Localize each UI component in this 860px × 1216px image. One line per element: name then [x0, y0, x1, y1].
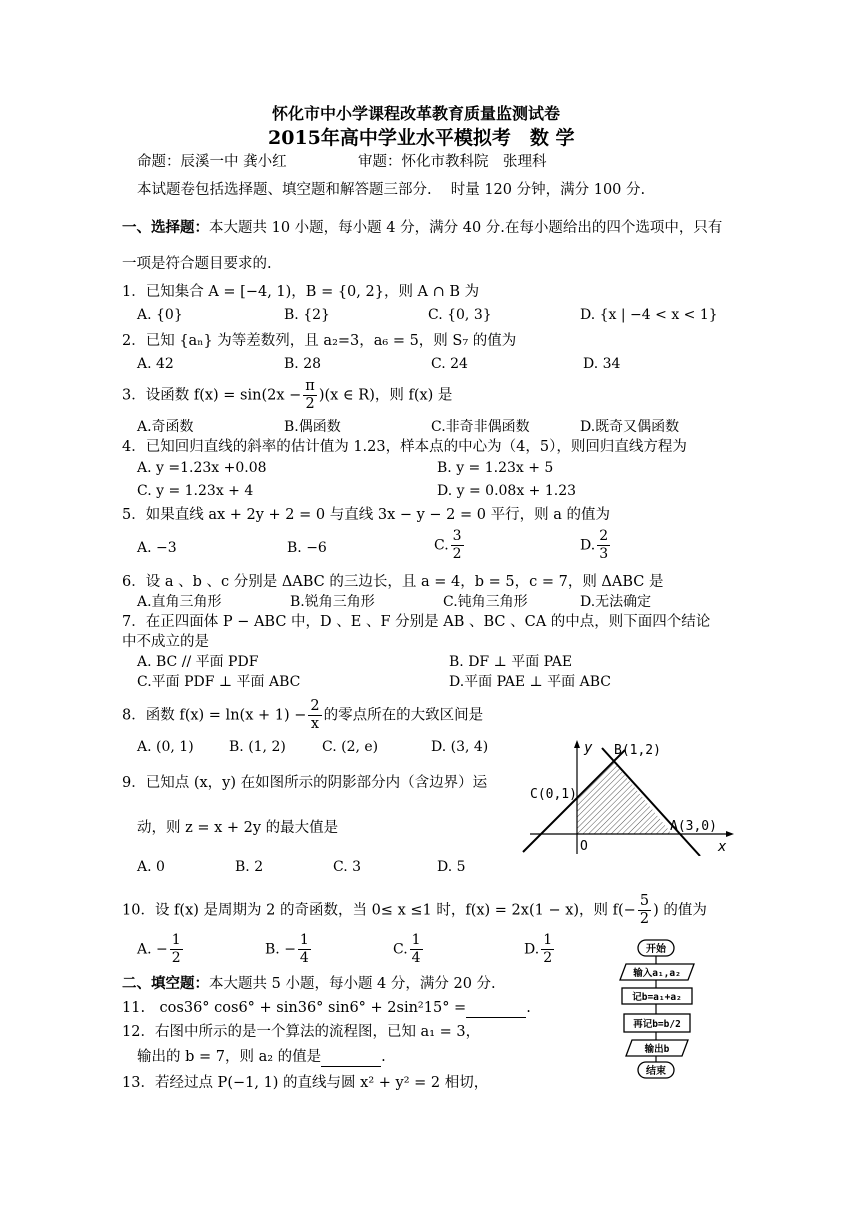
section2-heading: 二、填空题：本大题共 5 小题，每小题 4 分，满分 20 分. — [122, 975, 496, 992]
q8-fraction: $\frac{2}{x}$ — [310, 698, 320, 732]
flow-output-label: 输出b — [644, 1044, 670, 1055]
algorithm-flowchart — [612, 936, 702, 1082]
author-line: 命题：辰溪一中 龚小红 — [137, 154, 287, 170]
q6-option-c: C.钝角三角形 — [443, 594, 528, 610]
q9-option-b: B. 2 — [235, 859, 264, 875]
question-3: 3．设函数 f(x) = sin(2x − $\frac{\pi}{2}$ )(x ∈ R)，则 f(x) 是 — [122, 378, 453, 412]
q3-option-a: A.奇函数 — [137, 419, 194, 435]
q1-option-a: A. {0} — [137, 307, 183, 323]
q7-option-a: A. BC // 平面 PDF — [137, 654, 259, 670]
question-7: 7．在正四面体 P − ABC 中，D 、E 、F 分别是 AB 、BC 、CA 的中点，则下面四个结论 — [122, 614, 711, 630]
label-b: B(1,2) — [614, 743, 661, 758]
flow-start-label: 开始 — [646, 944, 666, 955]
label-y-axis: y — [584, 740, 593, 756]
q8-option-d: D. (3, 4) — [431, 739, 489, 755]
q3-option-d: D.既奇又偶函数 — [580, 419, 680, 435]
question-1: 1．已知集合 A = [−4, 1)，B = {0, 2}，则 A ∩ B 为 — [122, 284, 480, 300]
q4-option-d: D. y = 0.08x + 1.23 — [437, 483, 577, 499]
q11-answer-blank[interactable] — [466, 1003, 526, 1018]
flow-end-label: 结束 — [646, 1066, 666, 1077]
q1-option-c: C. {0, 3} — [428, 307, 492, 323]
label-origin: O — [580, 839, 588, 854]
question-5: 5．如果直线 ax + 2y + 2 = 0 与直线 3x − y − 2 = 0 平行，则 a 的值为 — [122, 507, 610, 523]
section1-desc2: 一项是符合题目要求的. — [122, 256, 272, 272]
q5-option-b: B. −6 — [287, 540, 327, 556]
q8-option-b: B. (1, 2) — [229, 739, 286, 755]
label-a: A(3,0) — [670, 819, 717, 834]
x-axis-arrow — [726, 831, 734, 837]
q4-option-c: C. y = 1.23x + 4 — [137, 483, 254, 499]
question-2: 2．已知 {aₙ} 为等差数列，且 a₂=3，a₆ = 5，则 S₇ 的值为 — [122, 333, 517, 349]
q6-option-b: B.锐角三角形 — [290, 594, 375, 610]
q9-option-d: D. 5 — [437, 859, 466, 875]
q7-option-c: C.平面 PDF ⊥ 平面 ABC — [137, 674, 301, 690]
q7-option-d: D.平面 PAE ⊥ 平面 ABC — [449, 674, 611, 690]
question-4: 4．已知回归直线的斜率的估计值为 1.23，样本点的中心为（4，5），则回归直线方程为 — [122, 439, 687, 455]
question-12-cont: 输出的 b = 7，则 a₂ 的值是 . — [137, 1049, 386, 1065]
q10-option-a: A. − $\frac{1}{2}$ — [137, 932, 181, 966]
question-11: 11. cos36° cos6° + sin36° sin6° + 2sin²15° = . — [122, 1000, 531, 1016]
q1-option-b: B. {2} — [284, 307, 330, 323]
q3-fraction: $\frac{\pi}{2}$ — [305, 378, 315, 412]
q4-option-a: A. y =1.23x +0.08 — [137, 460, 267, 476]
q2-option-b: B. 28 — [284, 356, 322, 372]
q6-option-d: D.无法确定 — [580, 594, 652, 610]
feasible-region-graph — [520, 738, 740, 856]
q3-option-b: B.偶函数 — [284, 419, 341, 435]
question-10: 10．设 f(x) 是周期为 2 的奇函数，当 0≤ x ≤1 时，f(x) = 2x(1 − x)，则 f(− $\frac{5}{2}$ ) 的值为 — [122, 893, 707, 927]
q9-option-c: C. 3 — [333, 859, 362, 875]
question-13: 13．若经过点 P(−1, 1) 的直线与圆 x² + y² = 2 相切， — [122, 1075, 489, 1091]
question-7-cont: 中不成立的是 — [122, 634, 209, 650]
q2-option-c: C. 24 — [431, 356, 468, 372]
question-12: 12．右图中所示的是一个算法的流程图，已知 a₁ = 3， — [122, 1024, 481, 1040]
flow-step1-label: 记b=a₁+a₂ — [632, 992, 682, 1003]
q5-option-a: A. −3 — [137, 540, 177, 556]
q2-option-a: A. 42 — [137, 356, 174, 372]
question-9: 9．已知点 (x，y) 在如图所示的阴影部分内（含边界）运 — [122, 775, 488, 791]
q5-option-c: C. $\frac{3}{2}$ — [434, 528, 462, 562]
reviewer-line: 审题：怀化市教科院 张理科 — [358, 154, 547, 170]
q4-option-b: B. y = 1.23x + 5 — [437, 460, 554, 476]
question-8: 8．函数 f(x) = ln(x + 1) − $\frac{2}{x}$ 的零点所在的大致区间是 — [122, 698, 484, 732]
intro-line: 本试题卷包括选择题、填空题和解答题三部分. 时量 120 分钟，满分 100 分. — [137, 182, 646, 198]
q10-option-c: C. $\frac{1}{4}$ — [393, 932, 421, 966]
question-6: 6．设 a 、b 、c 分别是 ΔABC 的三边长，且 a = 4，b = 5，c = 7，则 ΔABC 是 — [122, 574, 664, 590]
q8-option-c: C. (2, e) — [322, 739, 379, 755]
exam-title: 怀化市中小学课程改革教育质量监测试卷 — [272, 104, 561, 123]
label-c: C(0,1) — [530, 787, 577, 802]
label-x-axis: x — [718, 839, 727, 855]
exam-subtitle: 2015年高中学业水平模拟考 数 学 — [268, 127, 575, 149]
flow-input-label: 输入a₁,a₂ — [633, 968, 681, 979]
q2-option-d: D. 34 — [583, 356, 621, 372]
q9-option-a: A. 0 — [137, 859, 165, 875]
q10-option-d: D. $\frac{1}{2}$ — [524, 932, 553, 966]
q5-option-d: D. $\frac{2}{3}$ — [580, 528, 609, 562]
flow-step2-label: 再记b=b/2 — [633, 1019, 681, 1030]
q1-option-d: D. {x | −4 < x < 1} — [580, 307, 718, 323]
section1-heading: 一、选择题：本大题共 10 小题，每小题 4 分，满分 40 分.在每小题给出的四个选项中，只有 — [122, 219, 723, 236]
y-axis-arrow — [574, 740, 580, 748]
q10-fraction: $\frac{5}{2}$ — [639, 893, 650, 927]
q10-option-b: B. − $\frac{1}{4}$ — [265, 932, 309, 966]
q12-answer-blank[interactable] — [321, 1052, 381, 1067]
question-9-cont: 动，则 z = x + 2y 的最大值是 — [137, 820, 339, 836]
q8-option-a: A. (0, 1) — [137, 739, 194, 755]
q7-option-b: B. DF ⊥ 平面 PAE — [449, 654, 573, 670]
q6-option-a: A.直角三角形 — [137, 594, 222, 610]
q3-option-c: C.非奇非偶函数 — [431, 419, 530, 435]
